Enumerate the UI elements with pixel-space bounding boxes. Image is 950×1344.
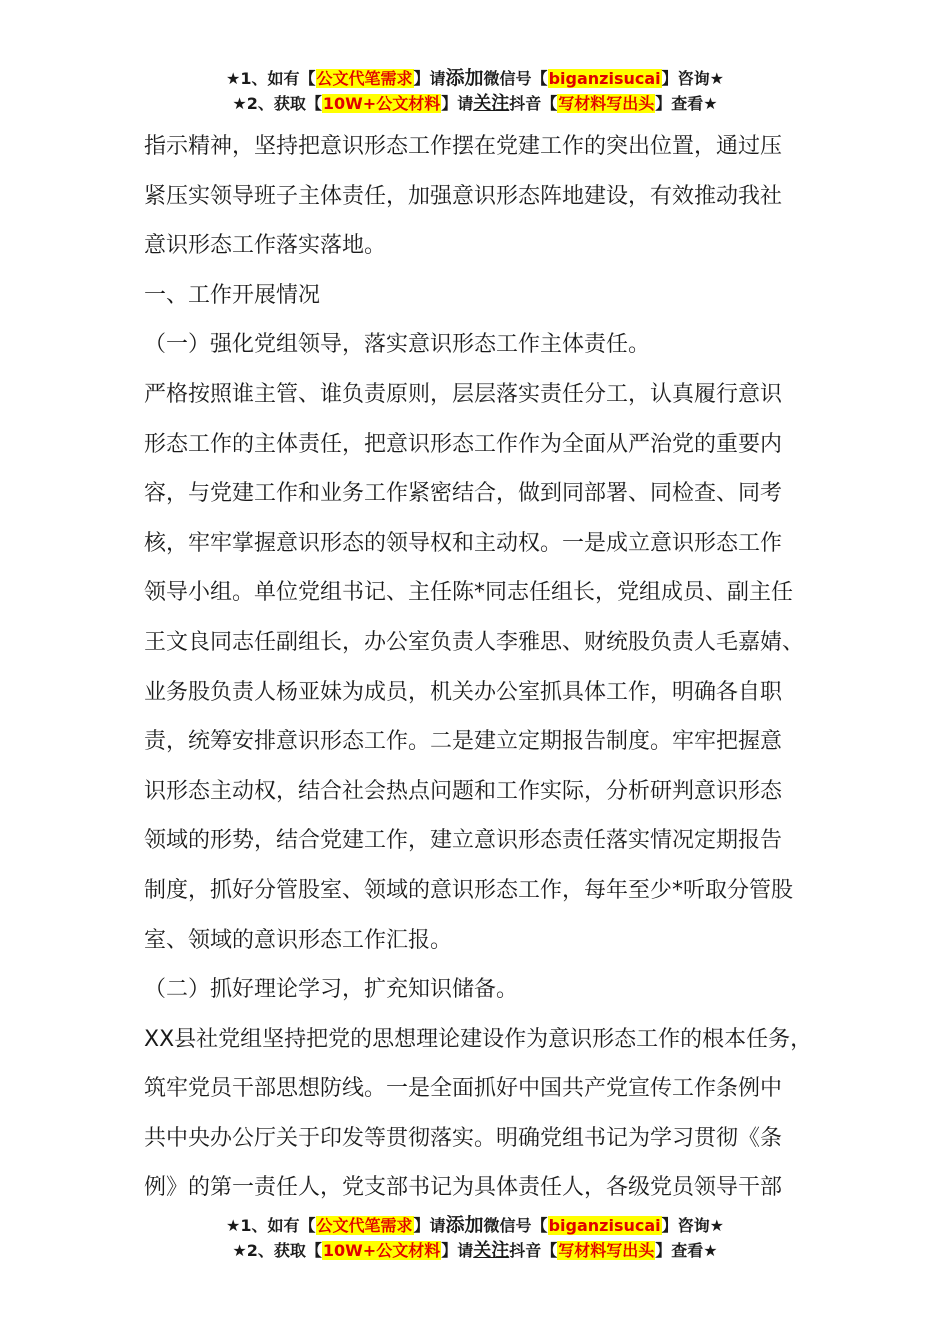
body-line: 制度，抓好分管股室、领域的意识形态工作，每年至少*听取分管股 (144, 877, 794, 903)
banner-text: ★1、如有【 (226, 69, 316, 88)
body-line: 领导小组。单位党组书记、主任陈*同志任组长，党组成员、副主任 (144, 580, 794, 606)
banner-emphasis: 添加 (445, 67, 484, 89)
banner-text: 】请 (441, 1241, 474, 1260)
banner-emphasis: 关注 (473, 1240, 510, 1261)
banner-highlight: 公文代笔需求 (316, 69, 413, 88)
banner-text: 微信号【 (483, 69, 548, 88)
banner-text: 】咨询★ (661, 69, 724, 88)
banner-text: 抖音【 (509, 1241, 558, 1260)
body-line: 容，与党建工作和业务工作紧密结合，做到同部署、同检查、同考 (144, 481, 783, 507)
banner-text: 】查看★ (655, 94, 718, 113)
bottom-banner (0, 1213, 950, 1263)
body-line: 核，牢牢掌握意识形态的领导权和主动权。一是成立意识形态工作 (144, 530, 783, 556)
banner-emphasis: 关注 (473, 93, 510, 114)
banner-line-1 (0, 1213, 950, 1238)
banner-highlight: 公文代笔需求 (316, 1216, 413, 1235)
banner-line-2 (0, 1238, 950, 1263)
top-banner (0, 66, 950, 116)
body-line: 业务股负责人杨亚妹为成员，机关办公室抓具体工作，明确各自职 (144, 679, 783, 705)
body-line: 例》的第一责任人，党支部书记为具体责任人，各级党员领导干部 (144, 1175, 783, 1201)
body-line: 意识形态工作落实落地。 (144, 233, 387, 259)
subsection-heading: （一）强化党组领导，落实意识形态工作主体责任。 (144, 332, 651, 358)
banner-text: 】请 (413, 1216, 446, 1235)
banner-text: 微信号【 (483, 1216, 548, 1235)
banner-highlight: 10W+公文材料 (322, 94, 441, 113)
body-line: 识形态主动权，结合社会热点问题和工作实际，分析研判意识形态 (144, 778, 783, 804)
body-line: 领域的形势，结合党建工作，建立意识形态责任落实情况定期报告 (144, 828, 783, 854)
document-body (144, 122, 829, 1213)
section-heading: 一、工作开展情况 (144, 282, 321, 308)
banner-highlight: 写材料写出头 (558, 1241, 655, 1260)
body-line: 共中央办公厅关于印发等贯彻落实。明确党组书记为学习贯彻《条 (144, 1125, 783, 1151)
banner-text: 】查看★ (655, 1241, 718, 1260)
banner-text: ★2、获取【 (232, 1241, 322, 1260)
banner-line-1 (0, 66, 950, 91)
banner-text: ★1、如有【 (226, 1216, 316, 1235)
banner-text: 】请 (441, 94, 474, 113)
banner-text: 】请 (413, 69, 446, 88)
banner-text: ★2、获取【 (232, 94, 322, 113)
banner-line-2 (0, 91, 950, 116)
banner-highlight: biganzisucai (548, 69, 661, 88)
body-line: 指示精神，坚持把意识形态工作摆在党建工作的突出位置，通过压 (144, 134, 783, 159)
banner-highlight: 10W+公文材料 (322, 1241, 441, 1260)
banner-text: 抖音【 (509, 94, 558, 113)
body-line: 形态工作的主体责任，把意识形态工作作为全面从严治党的重要内 (144, 431, 783, 457)
banner-text: 】咨询★ (661, 1216, 724, 1235)
body-line: 室、领域的意识形态工作汇报。 (144, 927, 453, 953)
body-line: 责，统筹安排意识形态工作。二是建立定期报告制度。牢牢把握意 (144, 729, 783, 755)
body-line: 筑牢党员干部思想防线。一是全面抓好中国共产党宣传工作条例中 (144, 1076, 783, 1102)
subsection-heading: （二）抓好理论学习，扩充知识储备。 (144, 977, 519, 1003)
body-line: 王文良同志任副组长，办公室负责人李雅思、财统股负责人毛嘉婧、 (144, 629, 805, 655)
banner-highlight: biganzisucai (548, 1216, 661, 1235)
body-line: XX县社党组坚持把党的思想理论建设作为意识形态工作的根本任务， (144, 1026, 813, 1052)
banner-highlight: 写材料写出头 (558, 94, 655, 113)
banner-emphasis: 添加 (445, 1214, 484, 1236)
body-line: 严格按照谁主管、谁负责原则，层层落实责任分工，认真履行意识 (144, 381, 783, 407)
body-line: 紧压实领导班子主体责任，加强意识形态阵地建设，有效推动我社 (144, 183, 783, 209)
